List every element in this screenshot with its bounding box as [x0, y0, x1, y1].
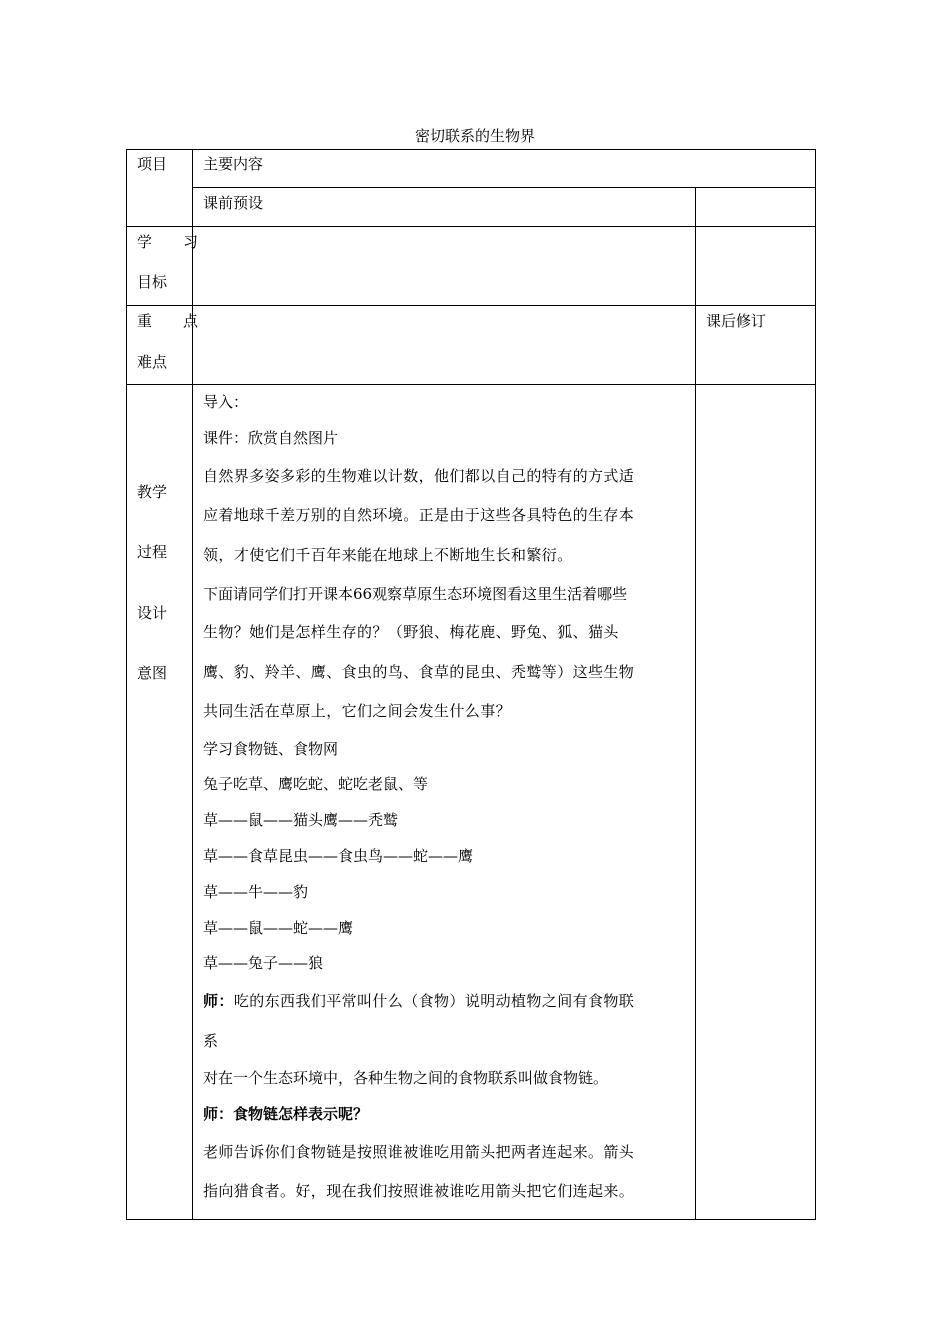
food-chain: 草——兔子——狼	[203, 954, 324, 973]
label-process-1: 教学	[137, 483, 168, 501]
lesson-content	[203, 385, 693, 1212]
lesson-line: 生物？她们是怎样生存的？（野狼、梅花鹿、野兔、狐、猫头	[203, 623, 619, 642]
label-process-3: 设计	[137, 604, 168, 622]
lesson-line: 共同生活在草原上，它们之间会发生什么事？	[203, 702, 512, 721]
label-learning-2: 目标	[137, 273, 168, 291]
table-border-top	[126, 149, 816, 150]
lesson-line: 领，才使它们千百年来能在地球上不断地生长和繁衍。	[203, 545, 573, 564]
label-keypoint-1: 重 点	[137, 312, 207, 330]
table-border-right	[815, 149, 816, 1220]
label-learning-1: 学 习	[137, 233, 207, 251]
table-border-left	[126, 149, 127, 1220]
table-border-bottom	[126, 1219, 816, 1220]
column-divider	[695, 187, 696, 1220]
row-divider	[126, 305, 816, 306]
teacher-line	[203, 982, 693, 1022]
food-chain: 草——牛——豹	[203, 882, 309, 901]
lesson-line: 应着地球千差万别的自然环境。正是由于这些各具特色的生存本	[203, 506, 635, 525]
lesson-line: 系	[203, 1031, 219, 1050]
label-process-2: 过程	[137, 543, 168, 561]
lesson-line: 学习食物链、食物网	[203, 739, 339, 758]
label-keypoint-2: 难点	[137, 353, 168, 371]
header-main-content: 主要内容	[203, 155, 264, 173]
food-chain: 草——鼠——蛇——鹰	[203, 918, 354, 937]
lesson-line: 自然界多姿多彩的生物难以计数，他们都以自己的特有的方式适	[203, 466, 635, 485]
row-divider	[126, 226, 816, 227]
header-pre-class: 课前预设	[203, 194, 264, 212]
header-post-revision: 课后修订	[706, 312, 767, 330]
lesson-line: 指向猎食者。好，现在我们按照谁被谁吃用箭头把它们连起来。	[203, 1182, 635, 1201]
lesson-line: 兔子吃草、鹰吃蛇、蛇吃老鼠、等	[203, 775, 429, 794]
row-divider	[192, 187, 816, 188]
label-process-4: 意图	[137, 664, 168, 682]
lesson-line: 课件：欣赏自然图片	[203, 428, 339, 447]
food-chain: 草——食草昆虫——食虫鸟——蛇——鹰	[203, 846, 474, 865]
lesson-line: 导入：	[203, 393, 249, 411]
lesson-line: 对在一个生态环境中，各种生物之间的食物联系叫做食物链。	[203, 1069, 609, 1088]
teacher-question: 师：食物链怎样表示呢？	[203, 1104, 369, 1123]
teacher-label: 师：	[203, 992, 234, 1011]
lesson-line: 老师告诉你们食物链是按照谁被谁吃用箭头把两者连起来。箭头	[203, 1142, 635, 1161]
header-item: 项目	[137, 155, 168, 173]
teacher-text: 吃的东西我们平常叫什么（食物）说明动植物之间有食物联	[233, 992, 635, 1011]
document-title: 密切联系的生物界	[414, 127, 535, 145]
food-chain: 草——鼠——猫头鹰——秃鹫	[203, 811, 399, 830]
lesson-line: 鹰、豹、羚羊、鹰、食虫的鸟、食草的昆虫、秃鹫等）这些生物	[203, 662, 635, 681]
lesson-line: 下面请同学们打开课本66观察草原生态环境图看这里生活着哪些	[203, 585, 628, 604]
